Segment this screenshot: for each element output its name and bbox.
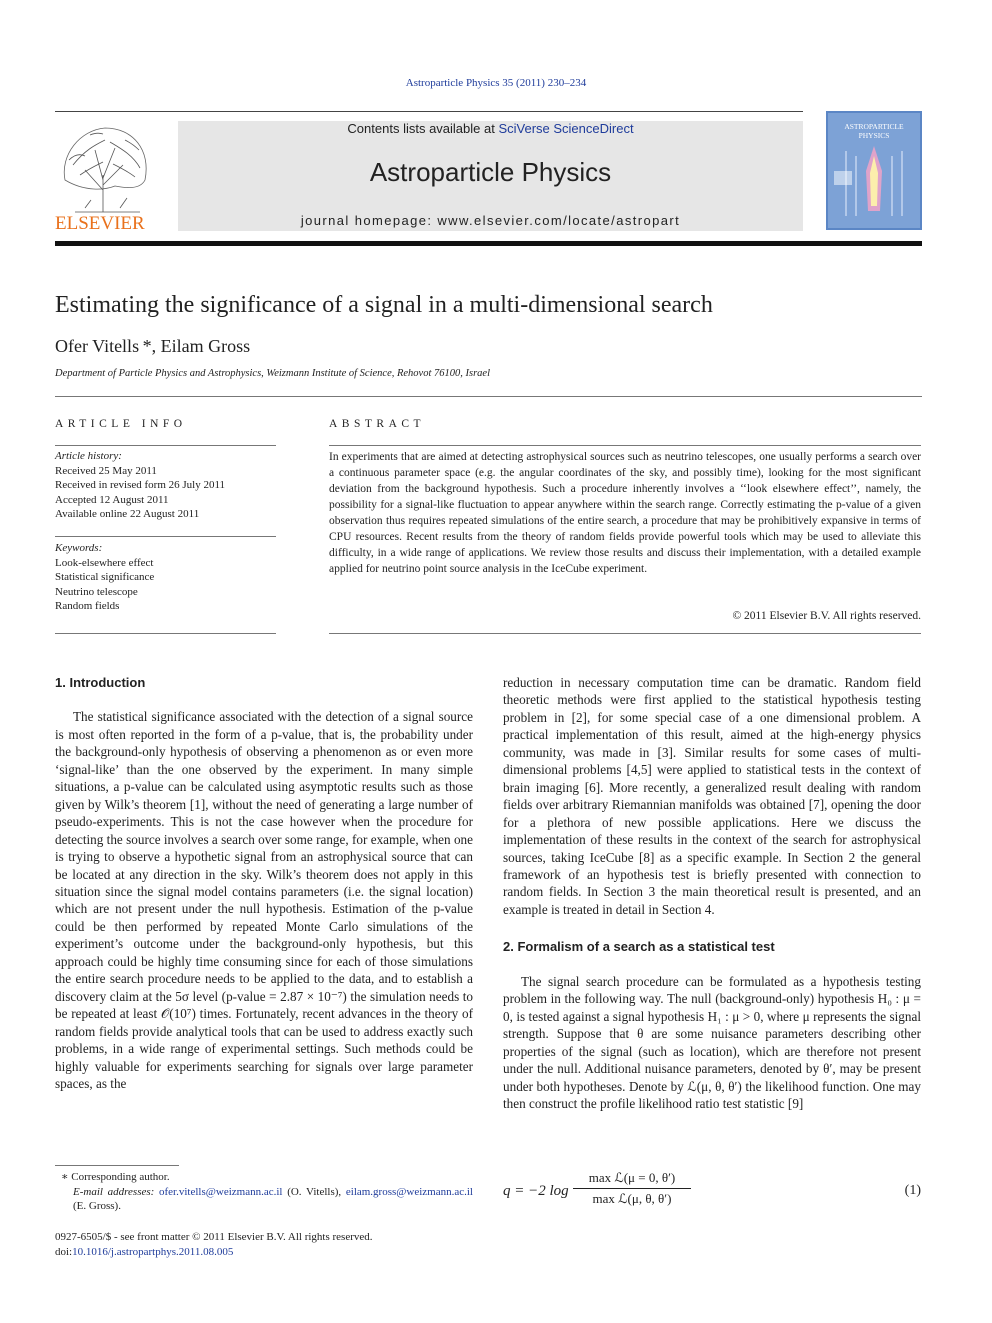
email-owner: (E. Gross). — [73, 1200, 121, 1212]
corresponding-author-note: ∗ Corresponding author. — [61, 1171, 170, 1183]
intro-paragraph: The statistical significance associated with the detection of a signal source is most often reported in the form of a p-value, that is, the probability under the background-only hypothesis of observing a phenomenon as or even more ‘signal-like’ than the one observed by the experiment. In many simple situations, a p-value can be calculated using asymptotic results such as those given by Wilk’s theorem [1], without the need of generating a large number of pseudo-experiments. This is not the case however when the procedure for detecting the source involves a search over some range, for example, when one is trying to observe a hypothetic signal from an astrophysical source that can be located at any direction in the sky. Wilk’s theorem does not apply in this situation since the signal model contains parameters (i.e. the signal location) which are not present under the null hypothesis. Estimation of the p-value could be then performed by repeated Monte Carlo simulations of the experiment’s outcome under the background-only hypothesis, but this approach could be highly time consuming since for each of those simulations the entire search procedure needs to be applied to the data, and to establish a discovery claim at the 5σ level (p-value = 2.87 × 10⁻⁷) the simulation needs to be repeated at least 𝒪(10⁷) times. Fortunately, recent advances in the theory of random fields provide analytical tools that can be used to address exactly such problems, in a wide range of experimental settings. Such methods could be highly valuable for experiments searching for signals over large parameter spaces, as the — [55, 709, 473, 1091]
max-operator: max — [592, 1191, 615, 1206]
journal-banner — [178, 121, 803, 231]
sciencedirect-link[interactable]: SciVerse ScienceDirect — [498, 121, 634, 136]
email-owner: (O. Vitells), — [287, 1185, 342, 1198]
doi-prefix: doi: — [55, 1245, 73, 1258]
formalism-paragraph: The signal search procedure can be formulated as a hypothesis testing problem in the following way. The null (background-only) hypothesis H₀ : μ = 0, is tested against a signal hypothesis H₁ : μ > 0, where μ represents the signal strength. Suppose that θ are some nuisance parameters describing other properties of the signal (such as location), which are therefore not present under the null. Additional nuisance parameters, denoted by θ′, may be present under both hypotheses. Denote by ℒ(μ, θ, θ′) the likelihood function. One may then construct the profile likelihood ratio test statistic [9] — [503, 973, 921, 1111]
abstract-divider — [329, 445, 921, 446]
doi-link[interactable]: 10.1016/j.astropartphys.2011.08.005 — [72, 1245, 234, 1258]
issn-line: 0927-6505/$ - see front matter © 2011 Elsevier B.V. All rights reserved. — [55, 1231, 373, 1243]
history-revised: Received in revised form 26 July 2011 — [55, 479, 226, 491]
denominator-expression: ℒ(μ, θ, θ′) — [618, 1191, 672, 1206]
keywords-label: Keywords: — [55, 542, 103, 554]
section-heading: 2. Formalism of a search as a statistical test — [503, 939, 775, 955]
section-heading: 1. Introduction — [55, 675, 146, 690]
email-link-vitells[interactable]: ofer.vitells@weizmann.ac.il — [159, 1185, 283, 1198]
elsevier-tree-icon — [55, 120, 155, 232]
keyword: Statistical significance — [55, 571, 155, 583]
equation-denominator — [573, 1191, 691, 1207]
article-info-heading: ARTICLE INFO — [55, 418, 187, 430]
history-received: Received 25 May 2011 — [55, 464, 157, 477]
equation-lhs: q = −2 log — [503, 1183, 569, 1199]
footnotes — [55, 1170, 473, 1214]
elsevier-logo — [55, 120, 155, 232]
abstract-text: In experiments that are aimed at detecting astrophysical sources such as neutrino telescopes, one usually performs a search over a continuous parameter space (e.g. the angular coordinates of the sky, and possibly time), looking for the most significant deviation from the background hypothesis. Such a procedure inherently involves a ‘‘look elsewhere effect’’, namely, the possibility for a signal-like fluctuation to appear anywhere within the search range. Correctly estimating the p-value of a given observation thus requires repeated simulations of the entire search, a procedure that may be prohibitively expansive in terms of CPU resources. Recent results from the theory of random fields provide powerful tools which may be used to alleviate this difficulty, in a wide range of applications. We review those results and discuss their implementation, with a detailed example applied for neutrino point source analysis in the IceCube experiment. — [329, 451, 921, 575]
journal-homepage[interactable]: journal homepage: www.elsevier.com/locate/astropart — [300, 213, 681, 228]
elsevier-wordmark: ELSEVIER — [55, 213, 145, 232]
article-history — [55, 449, 225, 522]
email-link-gross[interactable]: eilam.gross@weizmann.ac.il — [345, 1185, 473, 1198]
bottom-info — [55, 1230, 373, 1259]
fraction-bar — [573, 1188, 691, 1189]
right-column — [503, 674, 921, 1112]
info-divider — [55, 445, 276, 446]
history-accepted: Accepted 12 August 2011 — [55, 493, 169, 506]
contents-line — [178, 121, 803, 136]
contents-prefix: Contents lists available at — [347, 121, 499, 136]
affiliation: Department of Particle Physics and Astrophysics, Weizmann Institute of Science, Rehovot 76100, Israel — [55, 368, 490, 379]
keyword: Look-elsewhere effect — [55, 556, 154, 569]
author-list: Ofer Vitells *, Eilam Gross — [55, 336, 251, 356]
header-divider — [55, 111, 803, 112]
numerator-expression: ℒ(μ = 0, θ′) — [614, 1170, 676, 1185]
history-label: Article history: — [55, 450, 122, 462]
max-operator: max — [588, 1170, 612, 1185]
keywords-divider — [55, 536, 276, 537]
intro-continuation: reduction in necessary computation time can be dramatic. Random field theoretic methods were first applied to the statistical hypothesis testing problem in [2], for some special case of a one dimensional problem. A practical implementation of this result, aimed at the high-energy physics community, was made in [3]. Similar results for some cases of multi-dimensional problems [4,5] were applied to statistical tests in the context of brain imaging [6]. More recently, a generalized result dealing with random fields over arbitrary Riemannian manifolds was obtained [7], opening the door for a plethora of new possible applications. Here we discuss the implementation of these results in the context of the search for astrophysical sources, taking IceCube [8] as a specific example. In Section 2 the general framework of an hypothesis test is briefly presented with connection to random fields. In Section 3 the main theoretical result is presented, and an example is treated in detail in Section 4. — [503, 675, 921, 917]
header-thick-rule — [55, 241, 922, 246]
equation-1 — [503, 1170, 921, 1214]
equation-number: (1) — [904, 1183, 921, 1198]
history-online: Available online 22 August 2011 — [55, 508, 200, 520]
svg-text:ASTROPARTICLE: ASTROPARTICLE — [844, 122, 904, 131]
left-column — [55, 674, 473, 1092]
journal-cover-image — [826, 111, 922, 230]
email-label: E-mail addresses: — [73, 1185, 155, 1198]
article-title: Estimating the significance of a signal in a multi-dimensional search — [55, 292, 713, 318]
title-divider — [55, 396, 922, 397]
equation-numerator — [573, 1170, 691, 1186]
footnote-rule — [55, 1165, 179, 1166]
abstract-bottom-rule — [329, 633, 921, 634]
journal-citation[interactable]: Astroparticle Physics 35 (2011) 230–234 — [405, 77, 587, 89]
abstract-heading: ABSTRACT — [329, 418, 426, 430]
keyword: Random fields — [55, 600, 120, 612]
keywords — [55, 541, 154, 614]
copyright-notice: © 2011 Elsevier B.V. All rights reserved. — [732, 610, 921, 622]
journal-title: Astroparticle Physics — [369, 157, 612, 187]
info-bottom-rule — [55, 633, 276, 634]
svg-text:PHYSICS: PHYSICS — [858, 131, 890, 140]
keyword: Neutrino telescope — [55, 585, 138, 598]
